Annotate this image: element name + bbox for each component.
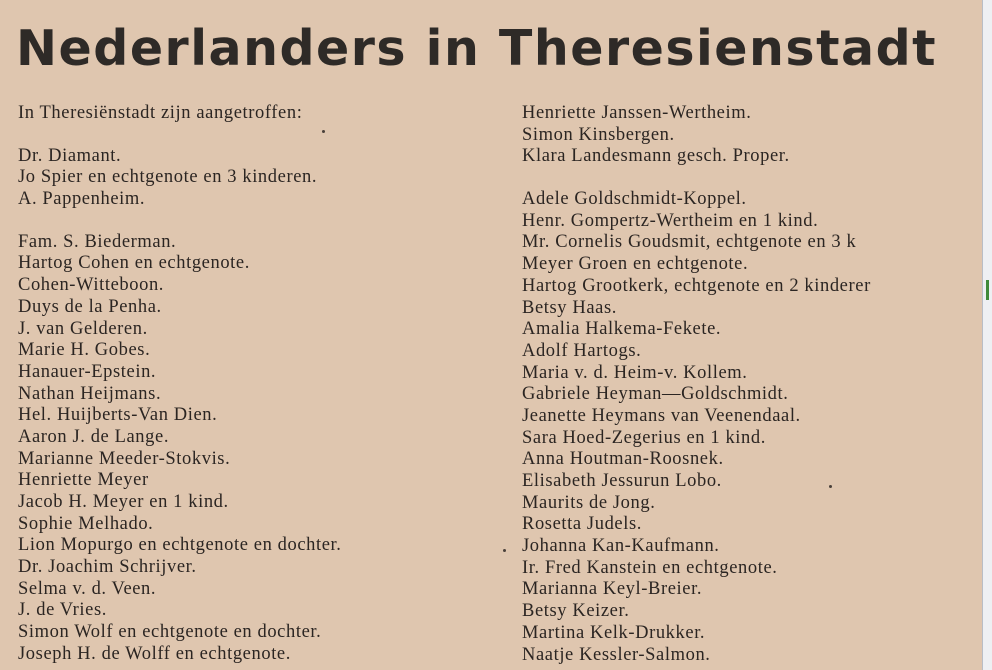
name-entry: Hel. Huijberts-Van Dien. (18, 405, 218, 426)
name-entry: Simon Wolf en echtgenote en dochter. (18, 622, 322, 643)
name-entry: Gabriele Heyman—Goldschmidt. (522, 384, 789, 405)
print-speck (829, 485, 832, 488)
print-speck (322, 130, 325, 133)
name-entry: Sara Hoed-Zegerius en 1 kind. (522, 427, 766, 448)
name-entry: Aaron J. de Lange. (18, 426, 170, 447)
name-entry: Klara Landesmann gesch. Proper. (522, 146, 790, 167)
name-entry: Hartog Cohen en echtgenote. (18, 253, 250, 274)
name-entry: Duys de la Penha. (18, 296, 162, 317)
name-entry: Henriette Meyer (18, 470, 149, 491)
name-entry: Maurits de Jong. (522, 492, 656, 513)
name-entry: Simon Kinsbergen. (522, 124, 675, 145)
name-entry: A. Pappenheim. (18, 189, 146, 210)
name-entry: In Theresiënstadt zijn aangetroffen: (18, 103, 303, 123)
name-entry: Lion Mopurgo en echtgenote en dochter. (18, 535, 342, 556)
name-entry: Amalia Halkema-Fekete. (522, 319, 722, 340)
name-entry: Ir. Fred Kanstein en echtgenote. (522, 557, 778, 578)
name-entry: Cohen-Witteboon. (18, 275, 165, 296)
name-entry: Jeanette Heymans van Veenendaal. (522, 405, 801, 426)
window-edge (982, 0, 992, 670)
print-speck (503, 549, 506, 552)
name-entry: Joseph H. de Wolff en echtgenote. (18, 643, 291, 664)
name-entry: Hartog Grootkerk, echtgenote en 2 kinderer (522, 275, 871, 296)
name-entry: Anna Houtman-Roosnek. (522, 449, 724, 470)
name-entry: Nathan Heijmans. (18, 383, 162, 404)
name-entry: Betsy Keizer. (522, 601, 630, 622)
name-entry: Dr. Joachim Schrijver. (18, 557, 197, 578)
name-list-right-column (522, 103, 871, 666)
name-list-left-column (18, 103, 342, 666)
name-entry: Marianne Meeder-Stokvis. (18, 448, 231, 469)
name-entry: Dr. Diamant. (18, 145, 122, 166)
name-entry: Marianna Keyl-Breier. (522, 579, 703, 600)
name-entry: Selma v. d. Veen. (18, 578, 157, 599)
name-entry: Henr. Gompertz-Wertheim en 1 kind. (522, 210, 819, 231)
name-entry: Naatje Kessler-Salmon. (522, 644, 711, 665)
name-entry: Elisabeth Jessurun Lobo. (522, 471, 722, 491)
name-entry: J. de Vries. (18, 600, 107, 621)
name-entry: Hanauer-Epstein. (18, 361, 157, 382)
name-entry: Maria v. d. Heim-v. Kollem. (522, 362, 748, 383)
name-entry: Betsy Haas. (522, 297, 617, 318)
name-entry: Fam. S. Biederman. (18, 231, 177, 252)
name-entry: Mr. Cornelis Goudsmit, echtgenote en 3 k (522, 232, 857, 253)
name-entry: Rosetta Judels. (522, 514, 642, 535)
edge-marker (986, 280, 989, 300)
name-entry: Henriette Janssen-Wertheim. (522, 103, 752, 123)
name-entry: Jacob H. Meyer en 1 kind. (18, 492, 229, 512)
name-entry: Adele Goldschmidt-Koppel. (522, 189, 747, 210)
name-entry: Martina Kelk-Drukker. (522, 622, 706, 643)
name-entry: Jo Spier en echtgenote en 3 kinderen. (18, 167, 318, 188)
name-entry: J. van Gelderen. (18, 318, 148, 339)
name-entry: Meyer Groen en echtgenote. (522, 254, 749, 275)
name-entry: Sophie Melhado. (18, 513, 154, 534)
name-entry: Johanna Kan-Kaufmann. (522, 536, 720, 557)
name-entry: Adolf Hartogs. (522, 340, 642, 361)
headline: Nederlanders in Theresienstadt (16, 20, 938, 77)
name-entry: Marie H. Gobes. (18, 340, 151, 361)
